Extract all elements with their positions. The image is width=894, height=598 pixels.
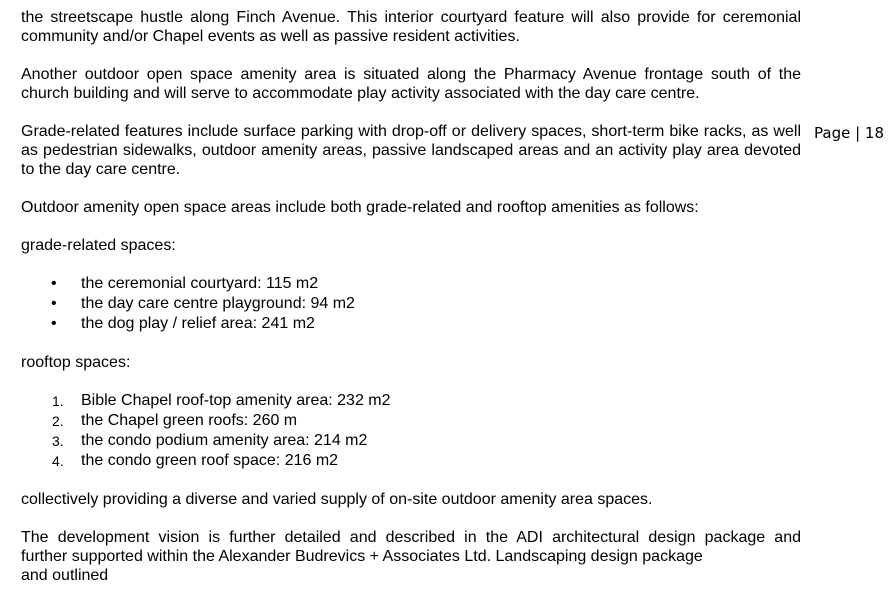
list-item [21, 451, 801, 471]
paragraph-line: The development vision is further detailed and described in the ADI architectural design package and [21, 529, 801, 546]
bullet-marker: • [51, 275, 57, 292]
list-item [21, 294, 801, 314]
list-item-text: the day care centre playground: 94 m2 [81, 295, 355, 312]
grade-related-label: grade-related spaces: [21, 237, 176, 254]
grade-related-list [21, 274, 801, 334]
paragraph-courtyard: the streetscape hustle along Finch Avenue. This interior courtyard feature will also provide for ceremonial community and/or Chapel events as well as passive resident activities. [21, 9, 801, 45]
rooftop-label: rooftop spaces: [21, 354, 131, 371]
bullet-marker: • [51, 295, 57, 312]
list-item [21, 411, 801, 431]
number-marker: 3. [52, 433, 64, 449]
list-item-text: the Chapel green roofs: 260 m [81, 412, 298, 429]
list-item [21, 274, 801, 294]
list-item-text: the dog play / relief area: 241 m2 [81, 315, 315, 332]
bullet-marker: • [51, 315, 57, 332]
paragraph-pharmacy-avenue: Another outdoor open space amenity area is situated along the Pharmacy Avenue frontage south of the church building and will serve to accommodate play activity associated with the day care centre. [21, 66, 801, 102]
page-number: Page | 18 [814, 124, 884, 142]
list-item [21, 314, 801, 334]
paragraph-outdoor-amenity: Outdoor amenity open space areas include both grade-related and rooftop amenities as follows: [21, 199, 699, 216]
list-item [21, 391, 801, 411]
list-item-text: the ceremonial courtyard: 115 m2 [81, 275, 319, 292]
list-item-text: the condo podium amenity area: 214 m2 [81, 432, 368, 449]
paragraph-line: and outlined [21, 567, 109, 584]
document-body [21, 8, 801, 585]
paragraph-line: further supported within the Alexander Budrevics + Associates Ltd. Landscaping design package [21, 548, 703, 565]
list-item-text: Bible Chapel roof-top amenity area: 232 m2 [81, 392, 391, 409]
paragraph-grade-related-features: Grade-related features include surface parking with drop-off or delivery spaces, short-term bike racks, as well as pedestrian sidewalks, outdoor amenity areas, passive landscaped areas and an activity play area devoted to the day care centre. [21, 123, 801, 178]
paragraph-development-vision [21, 528, 801, 585]
rooftop-list [21, 391, 801, 471]
paragraph-collectively: collectively providing a diverse and varied supply of on-site outdoor amenity area spaces. [21, 491, 653, 508]
number-marker: 1. [52, 393, 64, 409]
number-marker: 2. [52, 413, 64, 429]
list-item [21, 431, 801, 451]
number-marker: 4. [52, 453, 64, 469]
list-item-text: the condo green roof space: 216 m2 [81, 452, 339, 469]
